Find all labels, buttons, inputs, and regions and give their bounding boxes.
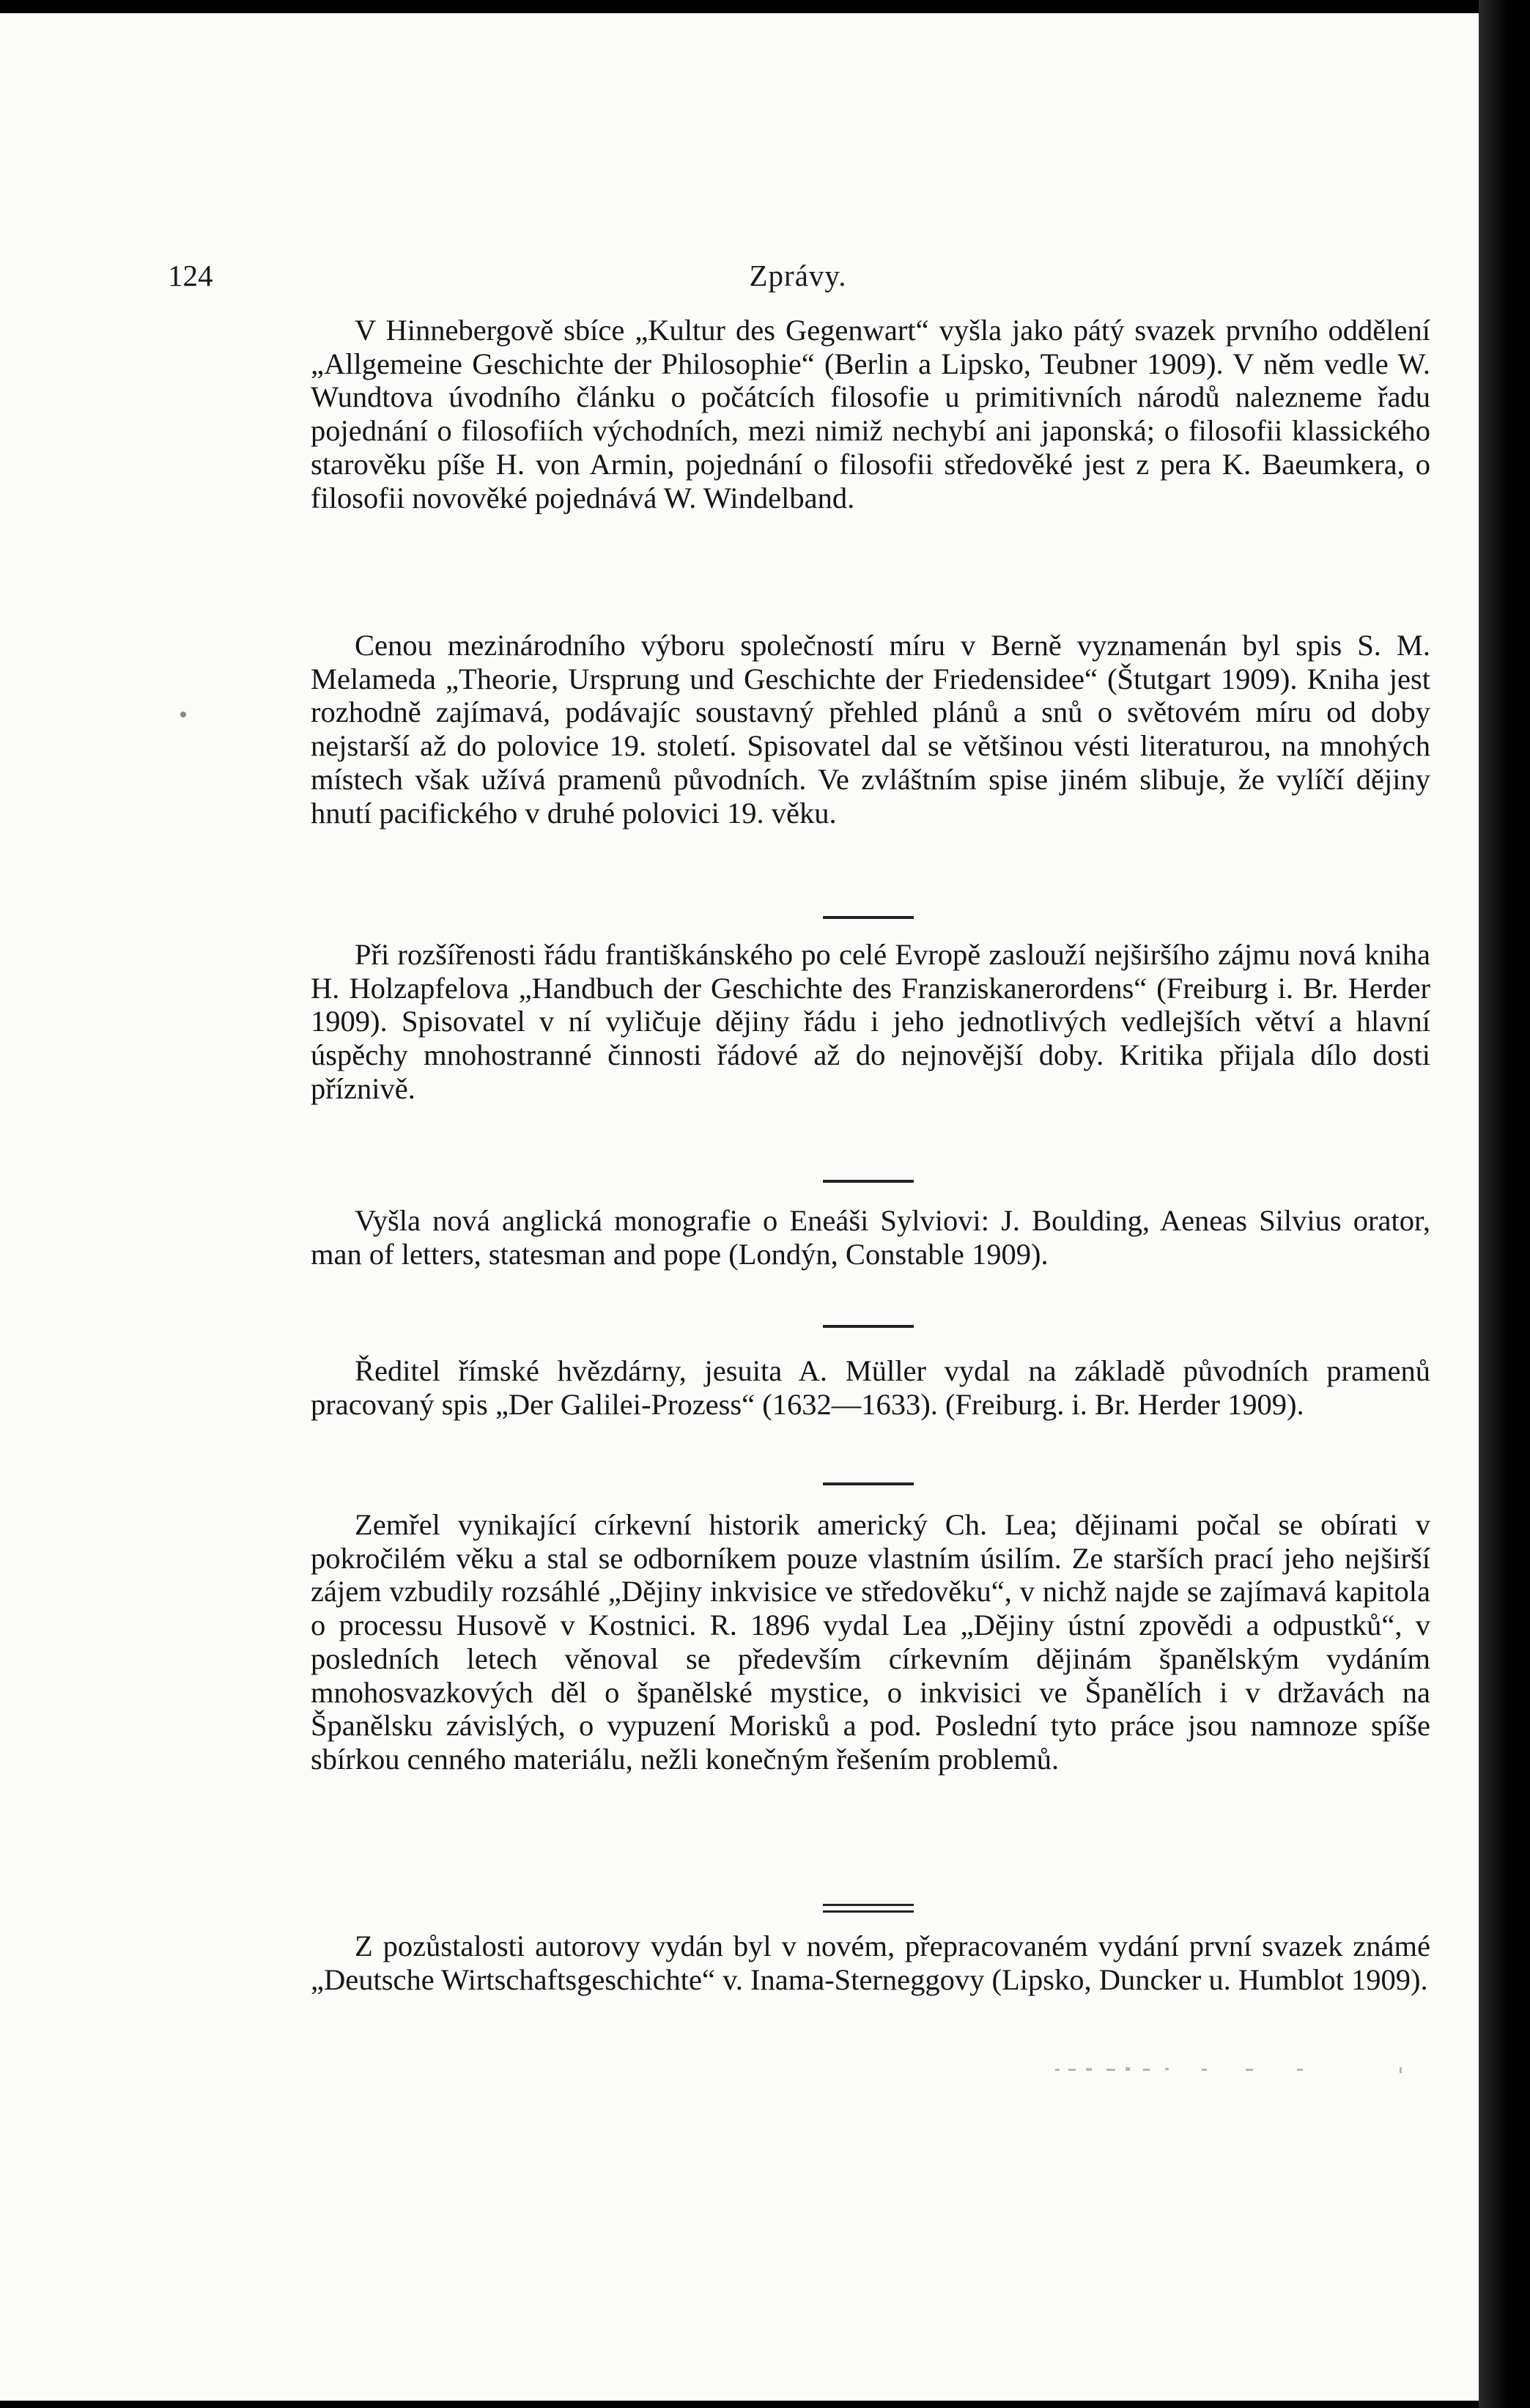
book-page [0, 13, 1479, 2401]
scan-edge [1479, 0, 1530, 2408]
paragraph-holzapfel: Při rozšířenosti řádu františkánského po celé Evropě zaslouží nejširšího zájmu nová kniha H. Holzapfelova „Handbuch der Geschichte des Franziskanerordens“ (Freiburg i. Br. Herder 1909). Spisovatel v ní vyličuje dějiny řádu i jeho jednotlivých vedlejších větví a hlavní úspěchy mnohostranné činnosti řádové až do nejnovější doby. Kritika přijala dílo dosti příznivě. [311, 938, 1430, 1105]
show-through-marks [1055, 2063, 1422, 2078]
separator-rule [823, 1482, 914, 1485]
stray-mark [180, 712, 186, 717]
paragraph-lea: Zemřel vynikající církevní historik americký Ch. Lea; dějinami počal se obírati v pokročilém věku a stal se odborníkem pouze vlastním úsilím. Ze starších prací jeho nejširší zájem vzbudily rozsáhlé „Dějiny inkvisice ve středověku“, v nichž najde se zajímavá kapitola o processu Husově v Kostnici. R. 1896 vydal Lea „Dějiny ústní zpovědi a odpustků“, v posledních letech věnoval se především církevním dějinám španělským vydáním mnohosvazkových děl o španělské mystice, o inkvisici ve Španělích i v državách na Španělsku závislých, o vypuzení Morisků a pod. Poslední tyto práce jsou namnoze spíše sbírkou cenného materiálu, nežli konečným řešením problemů. [311, 1508, 1430, 1776]
paragraph-boulding: Vyšla nová anglická monografie o Eneáši Sylviovi: J. Boulding, Aeneas Silvius orator, man of letters, statesman and pope (Londýn, Constable 1909). [311, 1204, 1430, 1271]
double-separator-rule [823, 1904, 914, 1906]
separator-rule [823, 916, 914, 919]
paragraph-inama: Z pozůstalosti autorovy vydán byl v novém, přepracovaném vydání první svazek známé „Deutsche Wirtschaftsgeschichte“ v. Inama-Sterneggovy (Lipsko, Duncker u. Humblot 1909). [311, 1929, 1430, 1996]
paragraph-muller: Ředitel římské hvězdárny, jesuita A. Müller vydal na základě původních pramenů pracovaný spis „Der Galilei-Prozess“ (1632—1633). (Freiburg. i. Br. Herder 1909). [311, 1354, 1430, 1421]
page-number: 124 [168, 259, 213, 292]
paragraph-melamed: Cenou mezinárodního výboru společností míru v Berně vyznamenán byl spis S. M. Melameda „Theorie, Ursprung und Geschichte der Friedensidee“ (Štutgart 1909). Kniha jest rozhodně zajímavá, podávajíc soustavný přehled plánů a snů o světovém míru od doby nejstarší až do polovice 19. století. Spisovatel dal se většinou vésti literaturou, na mnohých místech však užívá pramenů původních. Ve zvláštním spise jiném slibuje, že vylíčí dějiny hnutí pacifického v druhé polovici 19. věku. [311, 629, 1430, 830]
running-title: Zprávy. [749, 259, 847, 292]
page-header [168, 258, 1428, 302]
separator-rule [823, 1180, 914, 1183]
separator-rule [823, 1325, 914, 1328]
paragraph-hinneberg: V Hinnebergově sbíce „Kultur des Gegenwart“ vyšla jako pátý svazek prvního oddělení „Allgemeine Geschichte der Philosophie“ (Berlin a Lipsko, Teubner 1909). V něm vedle W. Wundtova úvodního článku o počátcích filosofie u primitivních národů nalezneme řadu pojednání o filosofiích východních, mezi nimiž nechybí ani japonská; o filosofii klassického starověku píše H. von Armin, pojednání o filosofii středověké jest z pera K. Baeumkera, o filosofii novověké pojednává W. Windelband. [311, 314, 1430, 514]
